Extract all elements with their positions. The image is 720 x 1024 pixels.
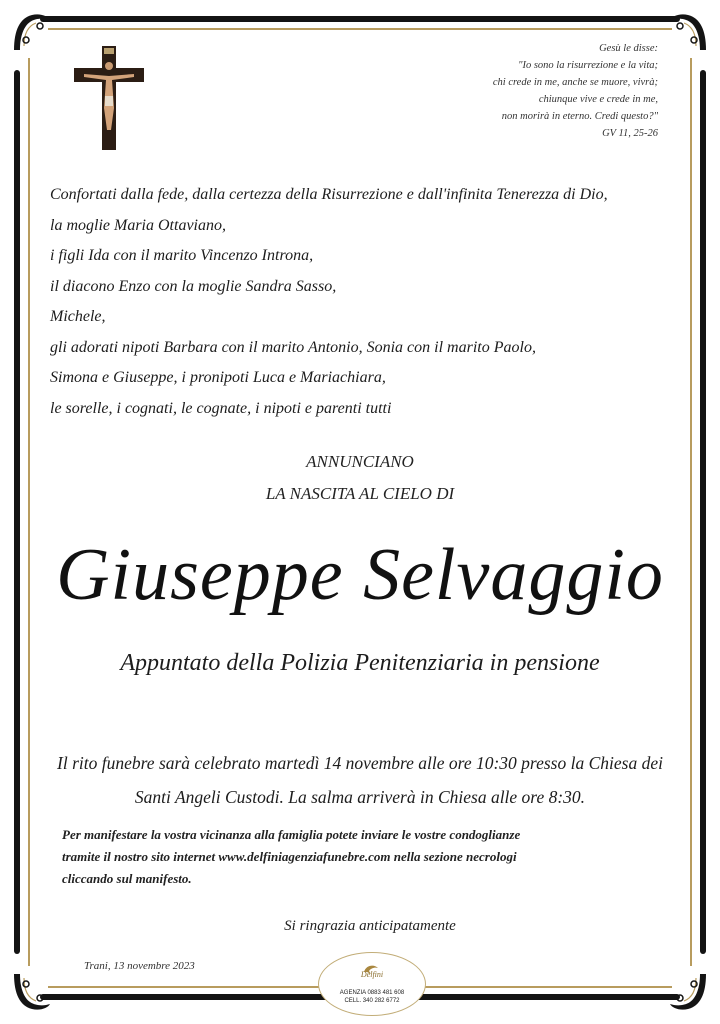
border-left <box>14 70 20 954</box>
border-right <box>700 70 706 954</box>
deceased-name: Giuseppe Selvaggio <box>56 534 664 616</box>
family-line: il diacono Enzo con la moglie Sandra Sasso, <box>50 277 337 295</box>
corner-ornament-icon <box>10 10 54 54</box>
family-line: Simona e Giuseppe, i pronipoti Luca e Mariachiara, <box>50 369 386 386</box>
agency-logo-text: Delfini <box>360 970 384 979</box>
corner-ornament-icon <box>666 970 710 1014</box>
funeral-line: Il rito funebre sarà celebrato martedì 14 novembre alle ore 10:30 presso la Chiesa dei <box>57 753 663 773</box>
funeral-details <box>40 746 680 814</box>
deceased-role: Appuntato della Polizia Penitenziaria in pensione <box>120 650 600 676</box>
crucifix-icon <box>74 46 144 150</box>
quote-line: chiunque vive e crede in me, <box>538 94 658 105</box>
condolences-line: tramite il nostro sito internet www.delfiniagenziafunebre.com nella sezione necrologi <box>62 849 517 864</box>
condolences-note <box>62 824 682 890</box>
agency-mobile: CELL. 340 282 6772 <box>344 998 400 1004</box>
gold-rule-top <box>48 28 672 30</box>
agency-badge <box>318 952 426 1016</box>
condolences-line: Per manifestare la vostra vicinanza alla famiglia potete inviare le vostre condoglianze <box>62 827 521 842</box>
family-line: la moglie Maria Ottaviano, <box>50 216 226 234</box>
thanks-note: Si ringrazia anticipatamente <box>284 918 456 934</box>
scripture-quote <box>438 40 658 142</box>
quote-line: "Io sono la risurrezione e la vita; <box>518 60 658 71</box>
family-line: i figli Ida con il marito Vincenzo Introna, <box>50 247 314 264</box>
family-line: gli adorati nipoti Barbara con il marito Antonio, Sonia con il marito Paolo, <box>50 338 536 356</box>
gold-rule-left <box>28 58 30 966</box>
family-list <box>50 180 680 424</box>
quote-line: non morirà in eterno. Credi questo?" <box>501 111 658 122</box>
quote-reference: GV 11, 25-26 <box>602 128 658 139</box>
condolences-line: cliccando sul manifesto. <box>62 871 192 886</box>
quote-line: chi crede in me, anche se muore, vivrà; <box>492 77 658 88</box>
border-top <box>40 16 680 22</box>
quote-line: Gesù le disse: <box>599 43 658 54</box>
family-line: le sorelle, i cognati, le cognate, i nipoti e parenti tutti <box>50 399 392 417</box>
corner-ornament-icon <box>10 970 54 1014</box>
corner-ornament-icon <box>666 10 710 54</box>
place-date: Trani, 13 novembre 2023 <box>84 960 195 972</box>
funeral-line: Santi Angeli Custodi. La salma arriverà in Chiesa alle ore 8:30. <box>134 787 586 807</box>
family-line: Michele, <box>50 308 106 325</box>
announcement-heading: ANNUNCIANO <box>306 452 414 471</box>
gold-rule-right <box>690 58 692 966</box>
family-line: Confortati dalla fede, dalla certezza della Risurrezione e dall'infinita Tenerezza di Dio, <box>50 186 608 203</box>
announcement-subheading: LA NASCITA AL CIELO DI <box>265 484 455 503</box>
agency-phone: AGENZIA 0883 481 608 <box>339 990 405 996</box>
